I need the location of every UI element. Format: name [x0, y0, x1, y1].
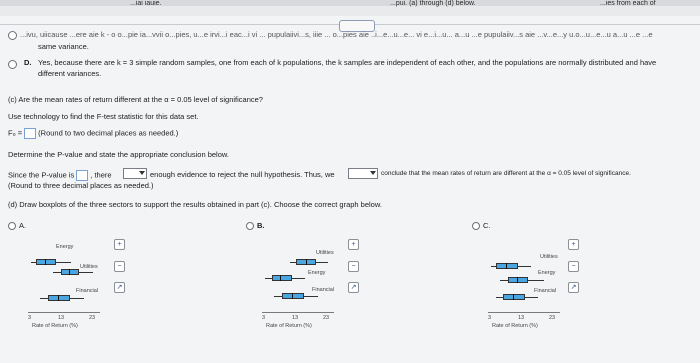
conclusion-dropdown[interactable] [348, 168, 378, 179]
graph-b-label-3: Financial [312, 287, 335, 293]
graph-b-axis-title: Rate of Return (%) [266, 323, 312, 329]
graph-b-tick-3: 23 [323, 315, 330, 321]
option-d-line1: Yes, because there are k = 3 simple random samples, one from each of k populations, the k samples are independent of each other, and the populations are normally distributed and have [38, 58, 657, 67]
pvalue-text-1: Since the P-value is [8, 170, 75, 180]
evidence-dropdown[interactable] [123, 168, 147, 179]
option-d-letter: D. [24, 58, 32, 67]
graph-c-label-3: Financial [534, 288, 557, 294]
graph-b-label-1: Utilities [316, 250, 334, 256]
graph-c-label-2: Energy [538, 270, 556, 276]
top-fragment-right: ...ies from each of [600, 0, 656, 7]
graph-b-label-2: Energy [308, 270, 326, 276]
graph-a-letter: A. [19, 221, 27, 230]
chevron-down-icon [139, 171, 145, 175]
determine-text: Determine the P-value and state the appropriate conclusion below. [8, 150, 229, 159]
graph-b-median-1 [306, 259, 307, 265]
graph-a-axis-title: Rate of Return (%) [32, 323, 78, 329]
option-c-prev-line2: same variance. [38, 42, 89, 51]
top-cropped-strip [0, 0, 700, 16]
graph-a-median-3 [58, 295, 59, 301]
graph-c-tick-2: 13 [518, 315, 525, 321]
graph-b-letter: B. [257, 221, 265, 230]
zoom-out-icon[interactable]: − [114, 261, 125, 272]
pvalue-input[interactable] [76, 170, 88, 181]
zoom-in-icon[interactable]: + [114, 239, 125, 250]
graph-b-median-3 [292, 293, 293, 299]
top-fragment-left: ...iai iauie. [130, 0, 162, 7]
zoom-out-icon[interactable]: − [568, 261, 579, 272]
option-d-line2: different variances. [38, 69, 102, 78]
external-link-icon[interactable]: ↗ [114, 282, 125, 293]
graph-a-tick-1: 3 [28, 315, 32, 321]
graph-a-axis [28, 312, 100, 313]
top-bar [0, 0, 700, 6]
boxplot-graph-a [28, 232, 138, 342]
graph-c-label-1: Utilities [540, 254, 558, 260]
graph-a-label-2: Utilities [80, 264, 98, 270]
external-link-icon[interactable]: ↗ [568, 282, 579, 293]
chevron-down-icon [370, 171, 376, 175]
part-c-question: (c) Are the mean rates of return different at the α = 0.05 level of significance? [8, 95, 263, 104]
graph-a-box-2 [61, 269, 79, 275]
graph-a-label-1: Energy [56, 244, 74, 250]
graph-c-axis [488, 312, 560, 313]
zoom-in-icon[interactable]: + [568, 239, 579, 250]
graph-b-tick-1: 3 [262, 315, 266, 321]
graph-c-box-3 [503, 294, 525, 300]
top-fragment-center: ...pui. (a) through (d) below. [390, 0, 476, 7]
graph-b-median-2 [280, 275, 281, 281]
f-statistic-input[interactable] [24, 128, 36, 139]
f-statistic-row [8, 128, 178, 139]
graph-a-box-1 [36, 259, 56, 265]
graph-b-box-2 [272, 275, 292, 281]
part-c-instruction: Use technology to find the F-test statistic for this data set. [8, 112, 199, 121]
graph-c-letter: C. [483, 221, 491, 230]
graph-c-tick-3: 23 [549, 315, 556, 321]
graph-b-axis [262, 312, 334, 313]
radio-graph-b[interactable] [246, 222, 254, 230]
external-link-icon[interactable]: ↗ [348, 282, 359, 293]
graph-b-box-3 [282, 293, 304, 299]
graph-c-box-2 [508, 277, 528, 283]
pvalue-sentence-a [8, 170, 112, 181]
graph-c-median-3 [513, 294, 514, 300]
graph-c-median-1 [506, 263, 507, 269]
graph-a-label-3: Financial [76, 288, 99, 294]
graph-c-tick-1: 3 [488, 315, 492, 321]
zoom-in-icon[interactable]: + [348, 239, 359, 250]
graph-c-box-1 [496, 263, 518, 269]
zoom-out-icon[interactable]: − [348, 261, 359, 272]
pvalue-hint: (Round to three decimal places as needed.) [8, 181, 154, 190]
part-d-question: (d) Draw boxplots of the three sectors to support the results obtained in part (c). Choose the correct graph below. [8, 200, 382, 209]
graph-a-box-3 [48, 295, 70, 301]
graph-c-median-2 [517, 277, 518, 283]
pvalue-text-2: , there [90, 170, 112, 180]
graph-c-axis-title: Rate of Return (%) [492, 323, 538, 329]
radio-option-c-prev[interactable] [8, 31, 17, 40]
boxplot-graph-c [488, 232, 598, 342]
f-statistic-hint: (Round to two decimal places as needed.) [38, 128, 179, 138]
radio-option-d[interactable] [8, 60, 17, 69]
graph-a-median-1 [45, 259, 46, 265]
graph-a-tick-2: 13 [58, 315, 65, 321]
pvalue-text-3: enough evidence to reject the null hypothesis. Thus, we [150, 170, 335, 179]
radio-graph-a[interactable] [8, 222, 16, 230]
graph-a-tick-3: 23 [89, 315, 96, 321]
radio-graph-c[interactable] [472, 222, 480, 230]
pvalue-text-4: conclude that the mean rates of return are different at the α = 0.05 level of significance. [381, 170, 631, 177]
option-c-prev-line1: ...ivu, uiicause ...ere aie k - o o...pie ia...vvii o...pies, u...e irvi...i eac...i vi ... pupulaiivi...s, iiie ... o...pies aie ..i...e...u...e... vi e...i...u... a...u ...e pupulaiiv...s aie ...v...e...y u.o...u...e...u a...u ...e ...e [20, 30, 653, 39]
graph-b-tick-2: 13 [292, 315, 299, 321]
graph-a-median-2 [69, 269, 70, 275]
boxplot-graph-b [262, 232, 372, 342]
f-statistic-label: F₀ = [8, 128, 23, 138]
